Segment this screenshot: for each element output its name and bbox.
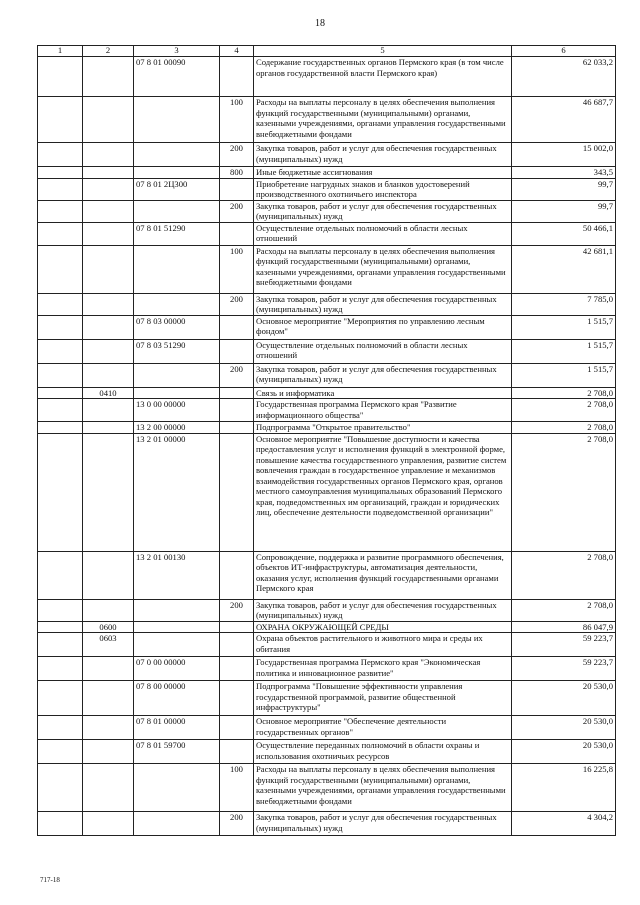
cell-expense-type: 200 bbox=[220, 812, 254, 836]
table-row bbox=[38, 422, 616, 434]
cell-subsection bbox=[83, 716, 134, 740]
cell-expense-type bbox=[220, 422, 254, 434]
cell-expense-type bbox=[220, 716, 254, 740]
cell-expense-type bbox=[220, 433, 254, 551]
cell-name: Иные бюджетные ассигнования bbox=[254, 167, 512, 179]
cell-amount: 7 785,0 bbox=[512, 293, 616, 315]
table-row bbox=[38, 245, 616, 293]
table-row bbox=[38, 681, 616, 716]
cell-target-code: 13 2 01 00130 bbox=[134, 551, 220, 599]
table-row bbox=[38, 97, 616, 143]
cell-amount: 42 681,1 bbox=[512, 245, 616, 293]
table-row bbox=[38, 222, 616, 245]
table-row bbox=[38, 143, 616, 167]
cell-expense-type: 800 bbox=[220, 167, 254, 179]
cell-subsection bbox=[83, 740, 134, 764]
cell-name: Основное мероприятие "Мероприятия по управлению лесным фондом" bbox=[254, 315, 512, 339]
cell-name: Закупка товаров, работ и услуг для обеспечения государственных (муниципальных) нужд bbox=[254, 200, 512, 222]
cell-name: Осуществление отдельных полномочий в области лесных отношений bbox=[254, 222, 512, 245]
cell-name: Основное мероприятие "Обеспечение деятельности государственных органов" bbox=[254, 716, 512, 740]
budget-table bbox=[37, 45, 616, 836]
cell-name: Осуществление отдельных полномочий в области лесных отношений bbox=[254, 339, 512, 363]
cell-expense-type bbox=[220, 633, 254, 657]
table-row bbox=[38, 293, 616, 315]
cell-name: Связь и информатика bbox=[254, 387, 512, 399]
cell-expense-type bbox=[220, 621, 254, 633]
cell-section bbox=[38, 178, 83, 200]
cell-subsection bbox=[83, 143, 134, 167]
cell-target-code: 13 2 00 00000 bbox=[134, 422, 220, 434]
cell-amount: 20 530,0 bbox=[512, 740, 616, 764]
cell-target-code bbox=[134, 621, 220, 633]
cell-target-code: 07 8 01 00000 bbox=[134, 716, 220, 740]
cell-amount: 2 708,0 bbox=[512, 433, 616, 551]
column-header: 6 bbox=[512, 46, 616, 57]
cell-expense-type bbox=[220, 681, 254, 716]
cell-section bbox=[38, 200, 83, 222]
cell-target-code bbox=[134, 97, 220, 143]
cell-name: Закупка товаров, работ и услуг для обеспечения государственных (муниципальных) нужд bbox=[254, 599, 512, 621]
cell-amount: 99,7 bbox=[512, 178, 616, 200]
cell-subsection: 0600 bbox=[83, 621, 134, 633]
cell-section bbox=[38, 315, 83, 339]
cell-subsection bbox=[83, 97, 134, 143]
column-header: 1 bbox=[38, 46, 83, 57]
cell-expense-type bbox=[220, 339, 254, 363]
cell-amount: 62 033,2 bbox=[512, 57, 616, 97]
table-row bbox=[38, 167, 616, 179]
cell-section bbox=[38, 399, 83, 422]
cell-expense-type bbox=[220, 222, 254, 245]
cell-name: Расходы на выплаты персоналу в целях обеспечения выполнения функций государственными (муниципальными) органами, казенными учреждениями, органами управления государственными внебюджетными фондами bbox=[254, 764, 512, 812]
table-row bbox=[38, 57, 616, 97]
cell-subsection bbox=[83, 363, 134, 387]
cell-expense-type bbox=[220, 315, 254, 339]
cell-amount: 20 530,0 bbox=[512, 681, 616, 716]
cell-name: Закупка товаров, работ и услуг для обеспечения государственных (муниципальных) нужд bbox=[254, 812, 512, 836]
table-row bbox=[38, 399, 616, 422]
cell-section bbox=[38, 657, 83, 681]
cell-name: Подпрограмма "Открытое правительство" bbox=[254, 422, 512, 434]
table-row bbox=[38, 633, 616, 657]
cell-amount: 2 708,0 bbox=[512, 399, 616, 422]
cell-amount: 343,5 bbox=[512, 167, 616, 179]
cell-name: Государственная программа Пермского края "Развитие информационного общества" bbox=[254, 399, 512, 422]
cell-amount: 86 047,9 bbox=[512, 621, 616, 633]
cell-expense-type: 100 bbox=[220, 245, 254, 293]
cell-name: Закупка товаров, работ и услуг для обеспечения государственных (муниципальных) нужд bbox=[254, 363, 512, 387]
cell-subsection bbox=[83, 433, 134, 551]
header-row bbox=[38, 46, 616, 57]
cell-name: Подпрограмма "Повышение эффективности управления государственной программой, развитие общественной инфраструктуры" bbox=[254, 681, 512, 716]
table-row bbox=[38, 599, 616, 621]
cell-subsection bbox=[83, 422, 134, 434]
cell-amount: 16 225,8 bbox=[512, 764, 616, 812]
cell-amount: 2 708,0 bbox=[512, 599, 616, 621]
cell-expense-type: 200 bbox=[220, 293, 254, 315]
cell-target-code bbox=[134, 143, 220, 167]
cell-target-code bbox=[134, 812, 220, 836]
cell-name: ОХРАНА ОКРУЖАЮЩЕЙ СРЕДЫ bbox=[254, 621, 512, 633]
cell-expense-type bbox=[220, 387, 254, 399]
page-number: 18 bbox=[315, 18, 325, 29]
cell-amount: 1 515,7 bbox=[512, 315, 616, 339]
cell-section bbox=[38, 621, 83, 633]
footer-code: 717-18 bbox=[40, 876, 60, 884]
cell-target-code bbox=[134, 200, 220, 222]
table-row bbox=[38, 764, 616, 812]
table-row bbox=[38, 339, 616, 363]
table-row bbox=[38, 716, 616, 740]
cell-amount: 15 002,0 bbox=[512, 143, 616, 167]
cell-expense-type: 200 bbox=[220, 599, 254, 621]
cell-target-code bbox=[134, 599, 220, 621]
cell-section bbox=[38, 222, 83, 245]
cell-subsection bbox=[83, 812, 134, 836]
cell-expense-type bbox=[220, 657, 254, 681]
cell-name: Сопровождение, поддержка и развитие программного обеспечения, объектов ИТ-инфраструктуры, автоматизация деятельности, оказания услуг, исполнения функций государственными органами Пермского края bbox=[254, 551, 512, 599]
cell-section bbox=[38, 245, 83, 293]
table-row bbox=[38, 812, 616, 836]
table-row bbox=[38, 315, 616, 339]
cell-expense-type bbox=[220, 399, 254, 422]
cell-name: Основное мероприятие "Повышение доступности и качества предоставления услуг и исполнения функций в электронной форме, повышение качества государственного управления, развитие систем вовлечения граждан в государственное управление и механизмов взаимодействия государственных органов Пермского края, органов местного самоуправления муниципальных образований Пермского края, подведомственных им организаций, граждан и юридических лиц, обеспечение деятельности подведомственной организации" bbox=[254, 433, 512, 551]
cell-section bbox=[38, 764, 83, 812]
cell-section bbox=[38, 97, 83, 143]
cell-subsection bbox=[83, 178, 134, 200]
cell-expense-type: 100 bbox=[220, 97, 254, 143]
column-header: 4 bbox=[220, 46, 254, 57]
cell-target-code: 07 8 01 51290 bbox=[134, 222, 220, 245]
table-row bbox=[38, 740, 616, 764]
column-header: 5 bbox=[254, 46, 512, 57]
cell-name: Государственная программа Пермского края "Экономическая политика и инновационное развитие" bbox=[254, 657, 512, 681]
cell-amount: 50 466,1 bbox=[512, 222, 616, 245]
cell-subsection bbox=[83, 167, 134, 179]
cell-target-code: 07 0 00 00000 bbox=[134, 657, 220, 681]
cell-section bbox=[38, 143, 83, 167]
cell-section bbox=[38, 293, 83, 315]
cell-expense-type bbox=[220, 551, 254, 599]
cell-section bbox=[38, 551, 83, 599]
cell-target-code: 07 8 00 00000 bbox=[134, 681, 220, 716]
cell-name: Приобретение нагрудных знаков и бланков удостоверений производственного охотничьего инспектора bbox=[254, 178, 512, 200]
cell-amount: 59 223,7 bbox=[512, 657, 616, 681]
cell-target-code bbox=[134, 167, 220, 179]
cell-amount: 1 515,7 bbox=[512, 363, 616, 387]
cell-target-code bbox=[134, 363, 220, 387]
cell-section bbox=[38, 716, 83, 740]
cell-name: Закупка товаров, работ и услуг для обеспечения государственных (муниципальных) нужд bbox=[254, 293, 512, 315]
cell-target-code: 07 8 03 51290 bbox=[134, 339, 220, 363]
cell-subsection bbox=[83, 399, 134, 422]
cell-target-code: 13 0 00 00000 bbox=[134, 399, 220, 422]
table-row bbox=[38, 363, 616, 387]
cell-subsection bbox=[83, 339, 134, 363]
cell-expense-type: 100 bbox=[220, 764, 254, 812]
table-row bbox=[38, 178, 616, 200]
cell-amount: 2 708,0 bbox=[512, 387, 616, 399]
cell-subsection bbox=[83, 200, 134, 222]
cell-target-code bbox=[134, 293, 220, 315]
cell-section bbox=[38, 422, 83, 434]
cell-expense-type bbox=[220, 740, 254, 764]
cell-amount: 59 223,7 bbox=[512, 633, 616, 657]
cell-section bbox=[38, 167, 83, 179]
cell-section bbox=[38, 812, 83, 836]
cell-name: Охрана объектов растительного и животного мира и среды их обитания bbox=[254, 633, 512, 657]
cell-subsection bbox=[83, 551, 134, 599]
cell-section bbox=[38, 387, 83, 399]
cell-target-code: 07 8 01 2Ц300 bbox=[134, 178, 220, 200]
table-row bbox=[38, 387, 616, 399]
cell-amount: 2 708,0 bbox=[512, 422, 616, 434]
table-row bbox=[38, 657, 616, 681]
cell-subsection bbox=[83, 293, 134, 315]
table-row bbox=[38, 200, 616, 222]
cell-amount: 99,7 bbox=[512, 200, 616, 222]
cell-target-code bbox=[134, 387, 220, 399]
cell-expense-type bbox=[220, 178, 254, 200]
cell-amount: 2 708,0 bbox=[512, 551, 616, 599]
cell-subsection bbox=[83, 764, 134, 812]
cell-section bbox=[38, 339, 83, 363]
cell-target-code bbox=[134, 764, 220, 812]
cell-section bbox=[38, 633, 83, 657]
cell-name: Осуществление переданных полномочий в области охраны и использования охотничьих ресурсов bbox=[254, 740, 512, 764]
cell-subsection bbox=[83, 681, 134, 716]
cell-section bbox=[38, 681, 83, 716]
cell-amount: 4 304,2 bbox=[512, 812, 616, 836]
table-row bbox=[38, 551, 616, 599]
cell-subsection bbox=[83, 657, 134, 681]
cell-expense-type: 200 bbox=[220, 363, 254, 387]
cell-expense-type: 200 bbox=[220, 200, 254, 222]
cell-name: Закупка товаров, работ и услуг для обеспечения государственных (муниципальных) нужд bbox=[254, 143, 512, 167]
cell-expense-type bbox=[220, 57, 254, 97]
cell-target-code: 13 2 01 00000 bbox=[134, 433, 220, 551]
cell-expense-type: 200 bbox=[220, 143, 254, 167]
cell-section bbox=[38, 363, 83, 387]
cell-target-code bbox=[134, 633, 220, 657]
cell-amount: 1 515,7 bbox=[512, 339, 616, 363]
cell-subsection bbox=[83, 245, 134, 293]
cell-subsection bbox=[83, 57, 134, 97]
table-row bbox=[38, 621, 616, 633]
cell-target-code: 07 8 01 00090 bbox=[134, 57, 220, 97]
cell-target-code: 07 8 01 59700 bbox=[134, 740, 220, 764]
table-row bbox=[38, 433, 616, 551]
cell-section bbox=[38, 57, 83, 97]
cell-section bbox=[38, 599, 83, 621]
cell-subsection: 0603 bbox=[83, 633, 134, 657]
cell-amount: 20 530,0 bbox=[512, 716, 616, 740]
cell-target-code bbox=[134, 245, 220, 293]
cell-subsection bbox=[83, 599, 134, 621]
cell-section bbox=[38, 740, 83, 764]
cell-subsection bbox=[83, 315, 134, 339]
column-header: 3 bbox=[134, 46, 220, 57]
cell-name: Расходы на выплаты персоналу в целях обеспечения выполнения функций государственными (муниципальными) органами, казенными учреждениями, органами управления государственными внебюджетными фондами bbox=[254, 97, 512, 143]
cell-name: Расходы на выплаты персоналу в целях обеспечения выполнения функций государственными (муниципальными) органами, казенными учреждениями, органами управления государственными внебюджетными фондами bbox=[254, 245, 512, 293]
cell-subsection bbox=[83, 222, 134, 245]
cell-name: Содержание государственных органов Пермского края (в том числе органов государственной власти Пермского края) bbox=[254, 57, 512, 97]
cell-amount: 46 687,7 bbox=[512, 97, 616, 143]
column-header: 2 bbox=[83, 46, 134, 57]
cell-subsection: 0410 bbox=[83, 387, 134, 399]
cell-section bbox=[38, 433, 83, 551]
cell-target-code: 07 8 03 00000 bbox=[134, 315, 220, 339]
